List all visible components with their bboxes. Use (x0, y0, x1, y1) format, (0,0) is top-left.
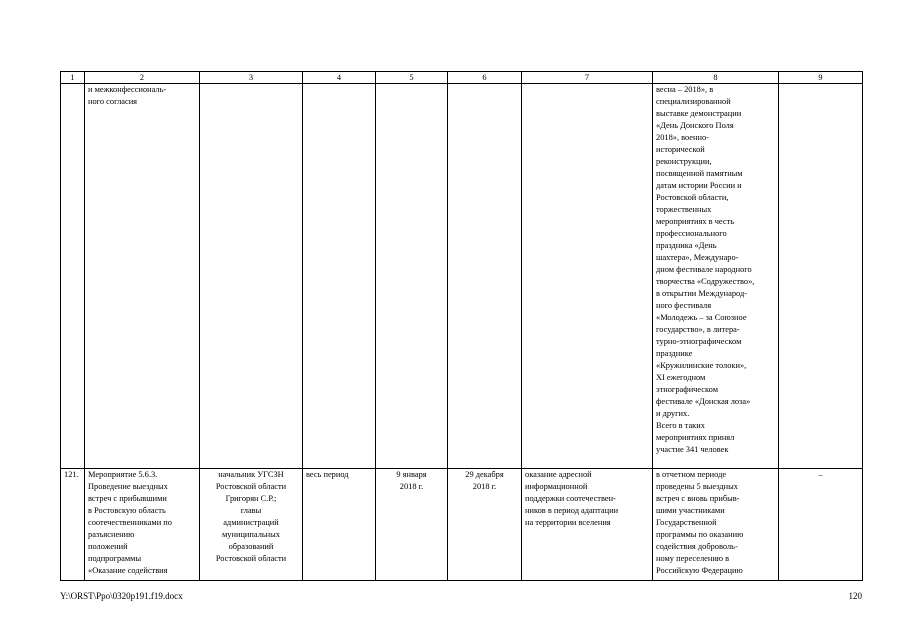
page-number: 120 (848, 591, 862, 601)
cell-responsible (200, 84, 303, 469)
header-cell-6: 6 (448, 72, 522, 84)
cell-actual-result: в отчетном периоде проведены 5 выездных встреч с вновь прибыв- шими участниками Государственной программы по оказанию содействия доброволь- ному переселению в Российскую Федерацию (653, 469, 779, 581)
header-cell-7: 7 (522, 72, 653, 84)
cell-number: 121. (61, 469, 85, 581)
cell-event-name: и межконфессиональ- ного согласия (85, 84, 200, 469)
table-row (61, 469, 863, 581)
cell-expected-result: оказание адресной информационной поддержки соотечествен- ников в период адаптации на территории вселения (522, 469, 653, 581)
cell-responsible: начальник УГСЗН Ростовской области Григорян С.Р.; главы администраций муниципальных образований Ростовской области (200, 469, 303, 581)
cell-notes: – (779, 469, 863, 581)
header-cell-5: 5 (376, 72, 448, 84)
cell-period (303, 84, 376, 469)
cell-event-name: Мероприятие 5.6.3. Проведение выездных встреч с прибывшими в Ростовскую область соотечественниками по разъяснению положений подпрограммы «Оказание содействия (85, 469, 200, 581)
cell-start-date (376, 84, 448, 469)
file-path: Y:\ORST\Ppo\0320p191.f19.docx (60, 591, 183, 601)
header-cell-3: 3 (200, 72, 303, 84)
header-cell-2: 2 (85, 72, 200, 84)
cell-start-date: 9 января 2018 г. (376, 469, 448, 581)
header-row (61, 72, 863, 84)
cell-expected-result (522, 84, 653, 469)
cell-period: весь период (303, 469, 376, 581)
header-cell-8: 8 (653, 72, 779, 84)
header-cell-4: 4 (303, 72, 376, 84)
cell-end-date: 29 декабря 2018 г. (448, 469, 522, 581)
report-table (60, 71, 863, 581)
cell-end-date (448, 84, 522, 469)
cell-actual-result: весна – 2018», в специализированной выставке демонстрации «День Донского Поля 2018», военно- исторической реконструкции, посвященной памятным датам истории России и Ростовской области, торжественных мероприятиях в честь профессионального праздника «День шахтера», Междунаро- дном фестивале народного творчества «Содружество», в открытии Международ- ного фестиваля «Молодежь – за Союзное государство», в литера- турно-этнографическом празднике «Кружилинские толоки», XI ежегодном этнографическом фестивале «Донская лоза» и других. Всего в таких мероприятиях принял участие 341 человек (653, 84, 779, 469)
cell-notes (779, 84, 863, 469)
header-cell-9: 9 (779, 72, 863, 84)
table-row (61, 84, 863, 469)
cell-number (61, 84, 85, 469)
header-cell-1: 1 (61, 72, 85, 84)
